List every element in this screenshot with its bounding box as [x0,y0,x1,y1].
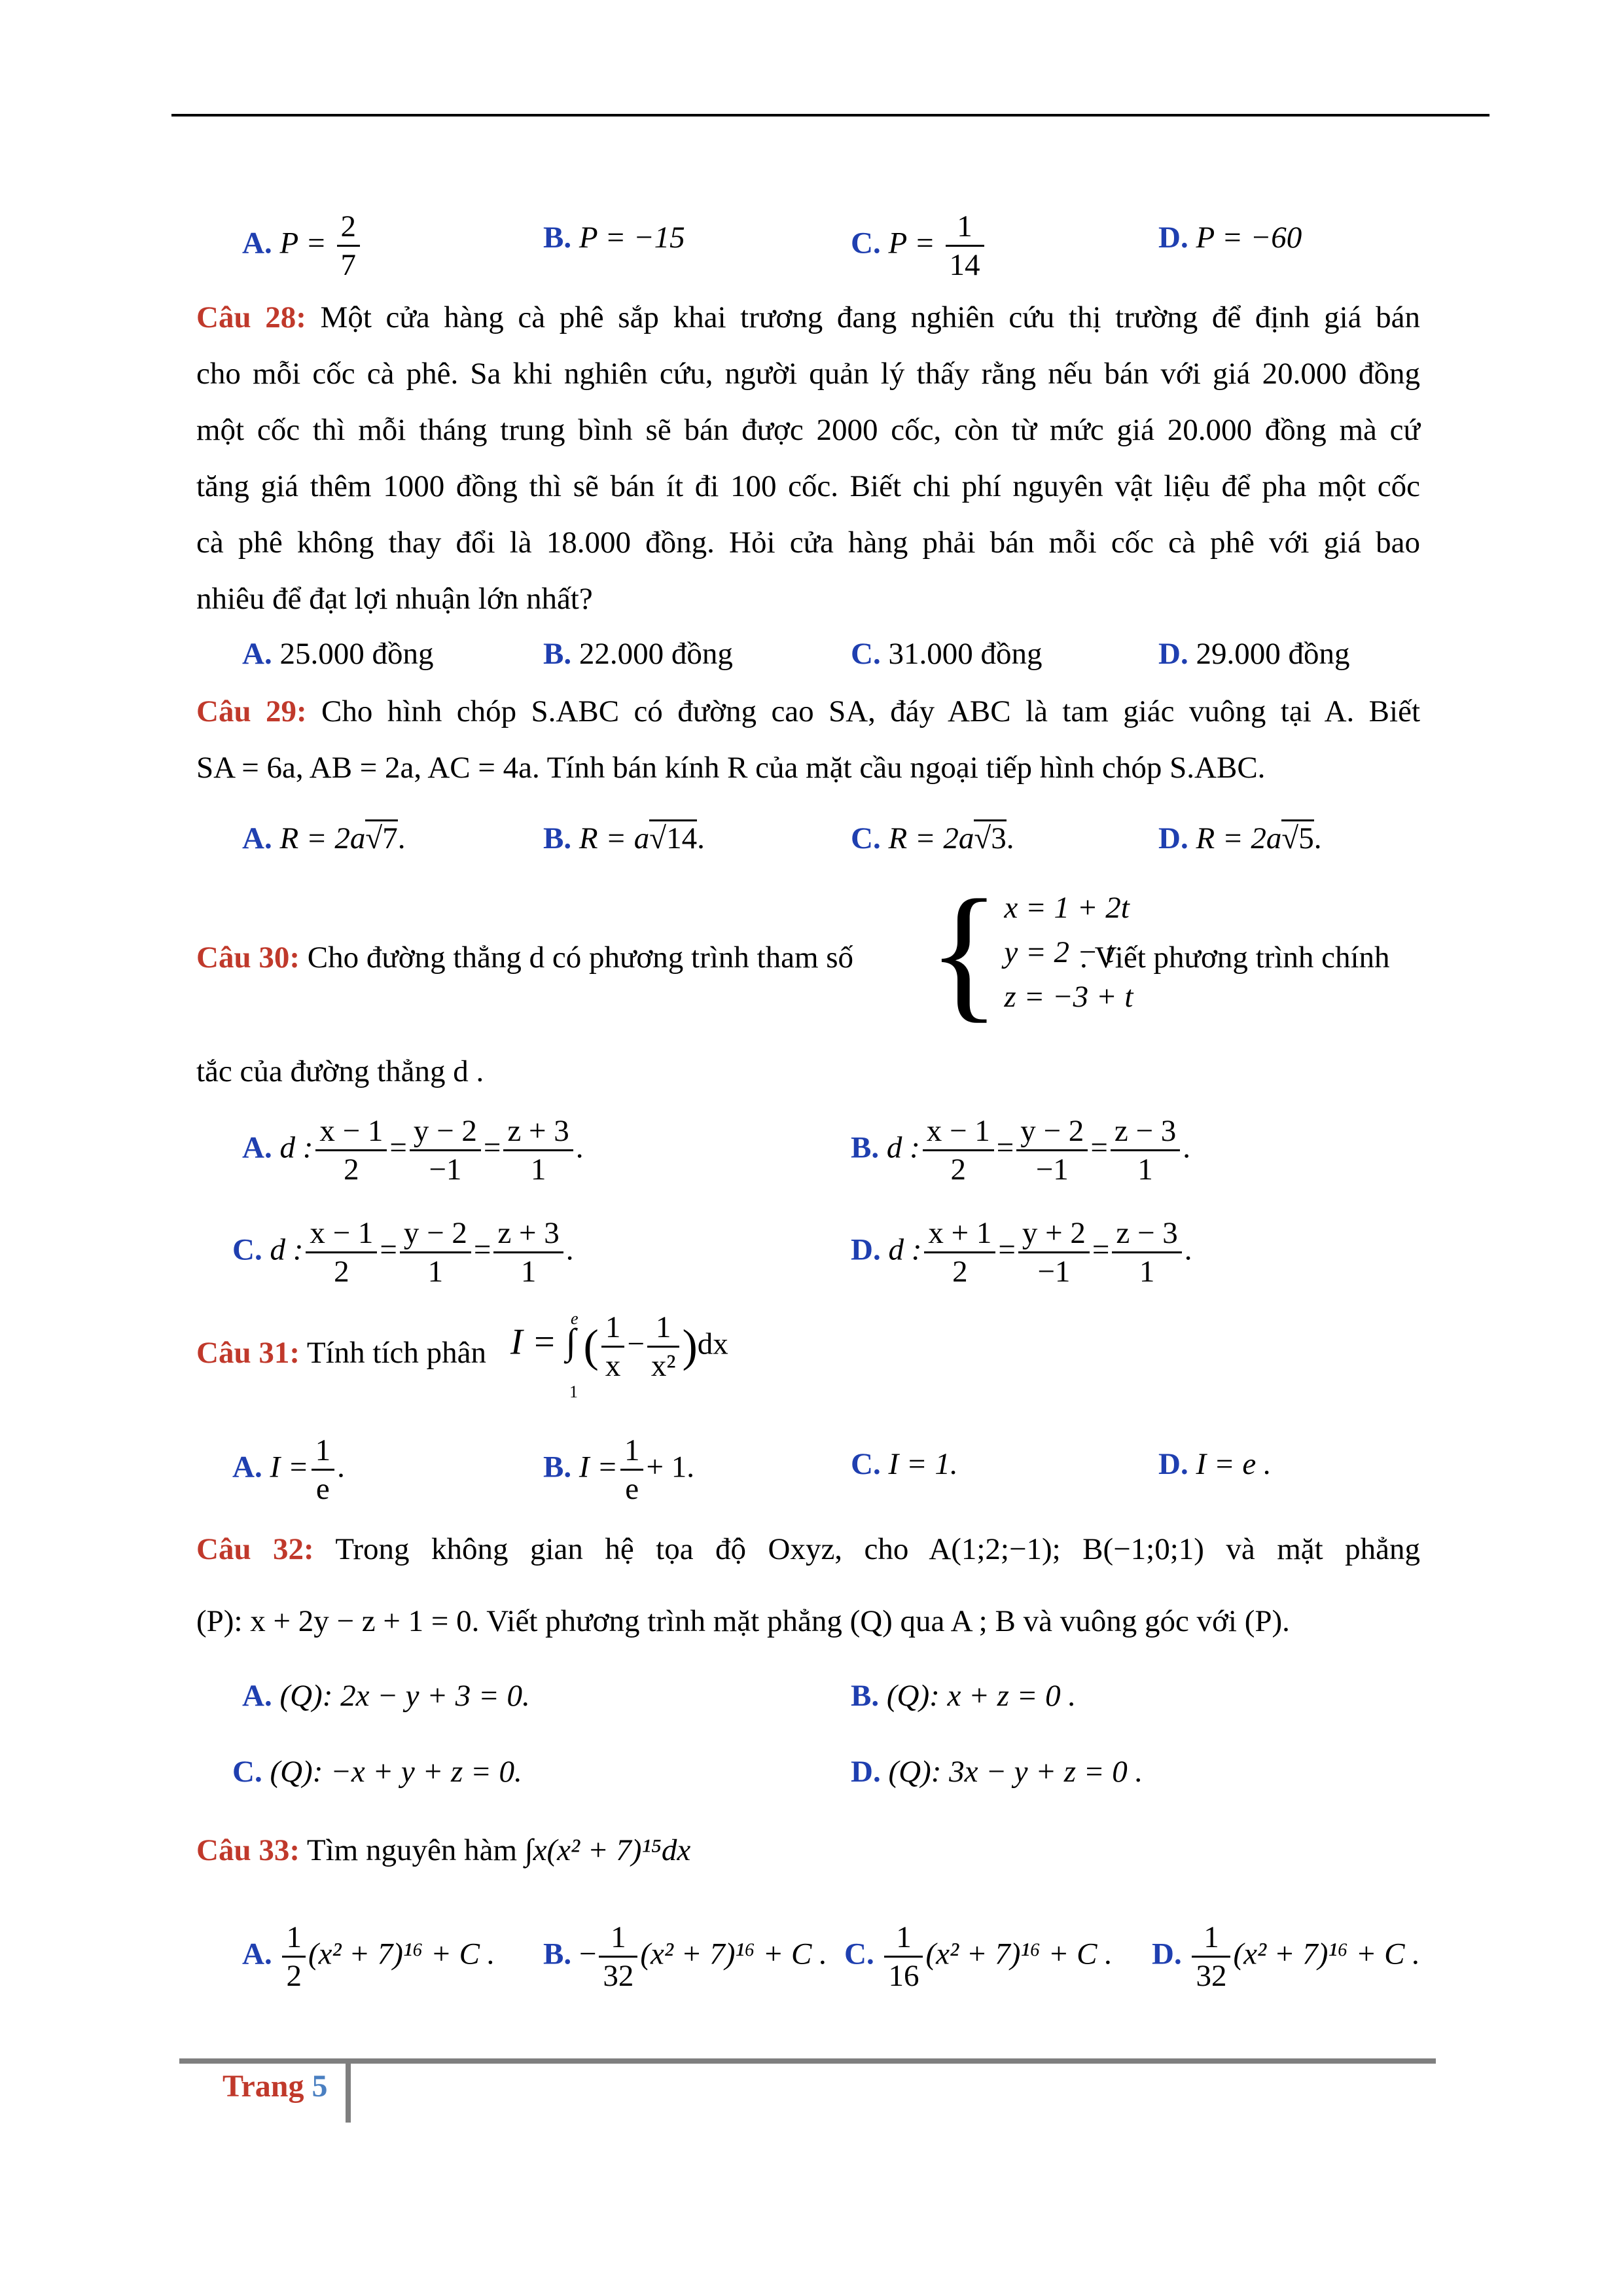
q31-integral: I = ∫ e 1 ( $\frac{1}{x}$ − $\frac{1}{\text{x²}}$ )dx [510,1309,728,1401]
q32-option-d: D. (Q): 3x − y + z = 0 . [851,1755,1143,1789]
q28-line-1: Câu 28: Một cửa hàng cà phê sắp khai trương đang nghiên cứu thị trường để định giá bán [196,300,1421,334]
q32-option-c: C. (Q): −x + y + z = 0. [232,1755,522,1789]
q27-option-b: B. P = −15 [543,221,685,255]
q29-option-a: A. R = 2a√7. [242,821,405,856]
q30-option-c: C. d : $\frac{x - 1}{2}$ = $\frac{y - 2}{1}$ = $\frac{z + 3}{1}$ . [232,1216,574,1289]
q30-line-1-pre: Câu 30: Cho đường thẳng d có phương trình tham số [196,941,854,975]
q28-line-3: một cốc thì mỗi tháng trung bình sẽ bán được 2000 cốc, còn từ mức giá 20.000 đồng mà cứ [196,413,1420,447]
q31-line: Câu 31: Tính tích phân [196,1336,486,1370]
q31-option-d: D. I = e . [1158,1447,1272,1481]
q33-line: Câu 33: Tìm nguyên hàm ∫x(x² + 7)¹⁵dx [196,1833,691,1867]
q30-system: { x = 1 + 2t y = 2 − t z = −3 + t [928,869,1133,1035]
q27-option-c: C. P = $\frac{1}{14}$ [851,208,987,283]
q28-line-6: nhiêu để đạt lợi nhuận lớn nhất? [196,582,593,616]
q29-option-d: D. R = 2a√5. [1158,821,1321,856]
q28-option-c: C. 31.000 đồng [851,637,1043,671]
q33-option-d: D. $\frac{1}{32}$ (x² + 7)¹⁶ + C . [1152,1920,1420,1993]
q33-option-b: B. − $\frac{1}{32}$ (x² + 7)¹⁶ + C . [543,1920,827,1993]
q28-line-5: cà phê không thay đổi là 18.000 đồng. Hỏi cửa hàng phải bán mỗi cốc cà phê với giá bao [196,526,1420,560]
q28-line-2: cho mỗi cốc cà phê. Sa khi nghiên cứu, người quản lý thấy rằng nếu bán với giá 20.000 đồng [196,357,1420,391]
q33-option-a: A. $\frac{1}{2}$ (x² + 7)¹⁶ + C . [242,1920,495,1993]
q30-option-b: B. d : $\frac{x - 1}{2}$ = $\frac{y - 2}{-1}$ = $\frac{z - 3}{1}$ . [851,1114,1190,1187]
q28-option-d: D. 29.000 đồng [1158,637,1350,671]
q30-option-a: A. d : $\frac{x - 1}{2}$ = $\frac{y - 2}{-1}$ = $\frac{z + 3}{1}$ . [242,1114,584,1187]
footer-rule [179,2058,1436,2064]
q28-option-b: B. 22.000 đồng [543,637,733,671]
q30-option-d: D. d : $\frac{x + 1}{2}$ = $\frac{y + 2}{-1}$ = $\frac{z - 3}{1}$ . [851,1216,1192,1289]
q32-option-b: B. (Q): x + z = 0 . [851,1679,1077,1713]
page-number: Trang 5 [223,2069,328,2104]
q30-line-2: tắc của đường thẳng d . [196,1054,484,1088]
q31-option-c: C. I = 1. [851,1447,958,1481]
top-rule [171,114,1489,117]
fraction: $\frac{2}{7}$ [337,208,361,283]
footer-divider [346,2064,351,2123]
fraction: $\frac{1}{14}$ [946,208,984,283]
q32-option-a: A. (Q): 2x − y + 3 = 0. [242,1679,530,1713]
q29-line-1: Câu 29: Cho hình chóp S.ABC có đường cao SA, đáy ABC là tam giác vuông tại A. Biết [196,694,1420,728]
q31-option-b: B. I = $\frac{1}{e}$ + 1. [543,1433,694,1506]
q30-line-1-post: . Viết phương trình chính [1080,941,1390,975]
q29-line-2: SA = 6a, AB = 2a, AC = 4a. Tính bán kính R của mặt cầu ngoại tiếp hình chóp S.ABC. [196,751,1266,785]
brace-icon: { [928,869,1001,1035]
q29-option-b: B. R = a√14. [543,821,705,856]
q32-line-1: Câu 32: Trong không gian hệ tọa độ Oxyz, cho A(1;2;−1); B(−1;0;1) và mặt phẳng [196,1532,1420,1566]
q28-line-4: tăng giá thêm 1000 đồng thì sẽ bán ít đi 100 cốc. Biết chi phí nguyên vật liệu để pha một cốc [196,469,1420,503]
q28-option-a: A. 25.000 đồng [242,637,434,671]
q33-option-c: C. $\frac{1}{16}$ (x² + 7)¹⁶ + C . [844,1920,1113,1993]
q32-line-2: (P): x + 2y − z + 1 = 0. Viết phương trình mặt phẳng (Q) qua A ; B và vuông góc với (P). [196,1604,1290,1638]
q31-option-a: A. I = $\frac{1}{e}$ . [232,1433,345,1506]
q27-option-a: A. P = $\frac{2}{7}$ [242,208,363,283]
q29-option-c: C. R = 2a√3. [851,821,1014,856]
q27-option-d: D. P = −60 [1158,221,1302,255]
